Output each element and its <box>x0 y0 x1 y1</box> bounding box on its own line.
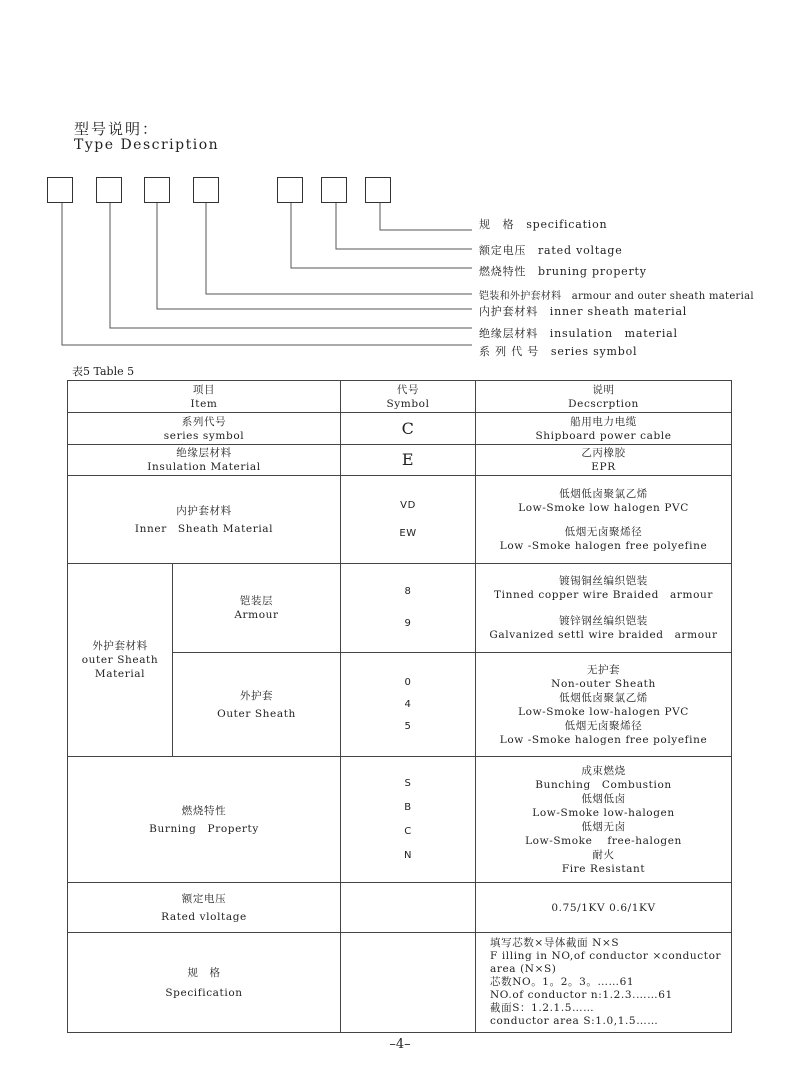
outer-sheath-item-en: Outer Sheath <box>217 707 296 720</box>
desc-en: Non-outer Sheath <box>551 677 656 690</box>
series-description <box>476 413 732 445</box>
row-inner-sheath <box>68 476 732 564</box>
symbol-n: N <box>403 849 413 861</box>
desc-cn: 镀锌钢丝编织铠装 <box>559 615 648 627</box>
voltage-item-en: Rated vloltage <box>161 910 247 923</box>
title-english: Type Description <box>74 137 220 153</box>
desc-en: Tinned copper wire Braided armour <box>494 589 713 601</box>
leader-line-specification <box>380 203 472 230</box>
spec-line: 芯数NO。1。2。3。……61 <box>490 976 635 988</box>
burning-item <box>68 757 341 883</box>
desc-en: Bunching Combustion <box>535 778 672 791</box>
outer-group-cn: 外护套材料 <box>92 640 148 652</box>
armour-description <box>476 564 732 653</box>
title-chinese: 型号说明： <box>74 120 160 138</box>
desc-cn: 低烟低卤聚氯乙烯 <box>559 487 648 500</box>
desc-cn: 低烟无卤聚烯径 <box>564 525 643 538</box>
leader-line-series <box>62 203 472 345</box>
desc-en: Low-Smoke free-halogen <box>525 834 682 847</box>
insulation-desc-en: EPR <box>591 461 616 473</box>
insulation-description <box>476 445 732 476</box>
spec-line: F illing in NO,of conductor ×conductor <box>490 950 722 962</box>
row-series <box>68 413 732 445</box>
desc-cn: 低烟无卤 <box>581 820 626 833</box>
spec-item-en: Specification <box>165 986 243 999</box>
desc-en: Low -Smoke halogen free polyefine <box>499 733 708 746</box>
symbol-b: B <box>404 801 412 813</box>
header-symbol-en: Symbol <box>386 397 430 410</box>
spec-line: NO.of conductor n:1.2.3.……61 <box>490 989 673 1001</box>
series-item-cn: 系列代号 <box>181 415 227 428</box>
spec-item-cn: 规 格 <box>187 966 221 979</box>
insulation-symbol: E <box>341 445 476 476</box>
series-symbol: C <box>341 413 476 445</box>
row-specification <box>68 933 732 1033</box>
header-symbol-cn: 代号 <box>396 383 420 396</box>
desc-en: Galvanized settl wire braided armour <box>489 629 718 641</box>
desc-en: Low-Smoke low-halogen PVC <box>518 705 689 718</box>
symbol-5: 5 <box>404 720 412 732</box>
inner-sheath-item <box>68 476 341 564</box>
outer-sheath-description <box>476 653 732 757</box>
row-burning <box>68 757 732 883</box>
desc-cn: 低烟无卤聚烯径 <box>564 719 643 732</box>
burning-description <box>476 757 732 883</box>
symbol-c: C <box>404 825 412 837</box>
label-rated-voltage: 额定电压 rated voltage <box>479 244 623 257</box>
outer-sheath-item-cn: 外护套 <box>239 689 274 702</box>
label-burning-property: 燃烧特性 bruning property <box>479 265 647 278</box>
header-item-cn: 项目 <box>192 383 216 396</box>
header-desc-en: Decscrption <box>568 397 639 410</box>
header-item-en: Item <box>190 397 218 410</box>
table-header-row <box>68 381 732 413</box>
spec-line: 填写芯数×导体截面 N×S <box>490 937 620 949</box>
spec-line: conductor area S:1.0,1.5…… <box>490 1015 659 1027</box>
symbol-8: 8 <box>404 586 412 597</box>
header-desc-cn: 说明 <box>592 383 615 396</box>
desc-en: Low-Smoke low-halogen <box>532 806 675 819</box>
desc-cn: 耐火 <box>592 848 615 861</box>
series-desc-en: Shipboard power cable <box>535 429 672 442</box>
spec-line: area (N×S) <box>490 963 557 975</box>
desc-cn: 成束燃烧 <box>581 764 626 777</box>
armour-symbols <box>341 564 476 653</box>
header-description <box>476 381 732 413</box>
header-symbol <box>341 381 476 413</box>
row-insulation <box>68 445 732 476</box>
insulation-desc-cn: 乙丙橡胶 <box>581 447 626 459</box>
voltage-description: 0.75/1KV 0.6/1KV <box>476 883 732 933</box>
burning-item-en: Burning Property <box>149 822 259 835</box>
armour-item-en: Armour <box>234 609 279 621</box>
label-inner-sheath: 内护套材料 inner sheath material <box>479 305 688 318</box>
voltage-item <box>68 883 341 933</box>
inner-sheath-description <box>476 476 732 564</box>
series-item-en: series symbol <box>163 429 245 442</box>
symbol-9: 9 <box>404 618 412 629</box>
leader-line-burning <box>291 203 472 268</box>
label-series-symbol: 系 列 代 号 series symbol <box>479 345 638 358</box>
spec-line: 截面S：1.2.1.5…… <box>490 1002 595 1014</box>
insulation-item <box>68 445 341 476</box>
inner-sheath-item-cn: 内护套材料 <box>176 504 232 517</box>
desc-en: Low-Smoke low halogen PVC <box>518 501 689 514</box>
table-caption: 表5 Table 5 <box>72 365 135 378</box>
voltage-item-cn: 额定电压 <box>181 892 227 905</box>
header-item <box>68 381 341 413</box>
outer-sheath-group <box>68 564 173 757</box>
spec-item <box>68 933 341 1033</box>
armour-item-cn: 铠装层 <box>239 595 274 607</box>
insulation-item-cn: 绝缘层材料 <box>176 447 232 459</box>
type-table <box>67 380 732 1033</box>
inner-sheath-item-en: Inner Sheath Material <box>134 522 274 535</box>
spec-description <box>476 933 732 1033</box>
row-armour <box>68 564 732 653</box>
outer-group-en-2: Material <box>94 668 146 680</box>
leader-line-inner-sheath <box>157 203 472 309</box>
page-number: –4– <box>389 1037 411 1052</box>
outer-group-en-1: outer Sheath <box>81 654 159 666</box>
row-voltage <box>68 883 732 933</box>
series-item <box>68 413 341 445</box>
desc-en: Fire Resistant <box>561 862 646 875</box>
leader-line-voltage <box>336 203 472 249</box>
voltage-symbol <box>341 883 476 933</box>
insulation-item-en: Insulation Material <box>147 461 261 473</box>
symbol-ew: EW <box>399 527 417 539</box>
symbol-4: 4 <box>404 698 412 710</box>
label-specification: 规 格 specification <box>479 218 608 231</box>
desc-en: Low -Smoke halogen free polyefine <box>499 539 708 552</box>
desc-cn: 镀锡铜丝编织铠装 <box>559 575 648 587</box>
symbol-vd: VD <box>400 499 416 511</box>
burning-item-cn: 燃烧特性 <box>181 804 227 817</box>
outer-sheath-symbols <box>341 653 476 757</box>
desc-cn: 低烟低卤聚氯乙烯 <box>559 691 648 704</box>
inner-sheath-symbols <box>341 476 476 564</box>
symbol-0: 0 <box>404 676 412 688</box>
series-desc-cn: 船用电力电缆 <box>570 415 637 428</box>
armour-item <box>173 564 341 653</box>
burning-symbols <box>341 757 476 883</box>
label-armour-outer-sheath: 铠装和外护套材料 armour and outer sheath material <box>479 291 754 302</box>
outer-sheath-item <box>173 653 341 757</box>
spec-symbol <box>341 933 476 1033</box>
symbol-s: S <box>404 777 412 789</box>
desc-cn: 无护套 <box>586 663 621 676</box>
desc-cn: 低烟低卤 <box>581 792 626 805</box>
label-insulation: 绝缘层材料 insulation material <box>479 327 678 340</box>
